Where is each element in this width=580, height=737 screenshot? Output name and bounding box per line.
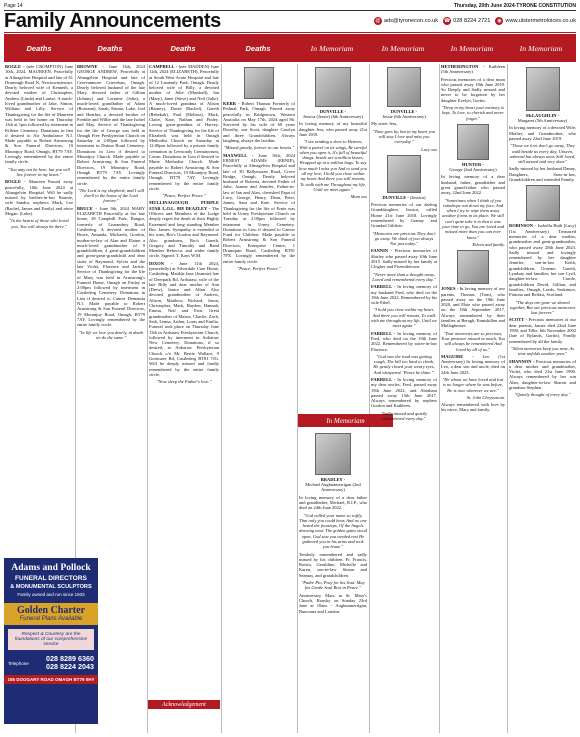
portrait-photo-kerr [244,67,274,99]
memoriam-verse: "He whom we have loved and lost is no longer where he was before, He is now wherever we are." [442,376,504,393]
in-memoriam-band: In Memoriam [298,414,393,427]
ad-tel-1[interactable]: 028 8289 6360 [46,654,94,663]
notice-maxwell: MAXWELL - June 16th, 2024 ERNEST ADAMS (ERNIE), Peacefully at Altnagelvin Hospital and late of 30 Ballymoran Road, Creve Bridge, Omagh. Dearly beloved husband of Roberta, devoted Father of Julie, Joanne and Jennifer, Father-in-law of Ian and Alan, cherished Papa of Lucy, George, Henry, Dean, Peter, James, Sam and Kate. Service of Thanksgiving for the life of Ernie was held in Urney Presbyterian Church on Tuesday at 2.00pm followed by interment in Urney Cemetery. Donations in Lieu if desired to Cancer Fund for Children. Made payable to Robert Armstrong & Son Funeral Directors, Enterprise Centre, 1 Drumquin Road, Castlederg BT81 7PX. Lovingly remembered by the entire family circle. [223,152,295,264]
memoriam-text: Sadly missed by her husband Danny, Daughters, Sons-in-law, Grandchildren and extended Family. [509,166,576,183]
column-rule [507,64,508,733]
notice-verse: "Now sleep the Father's love." [156,379,212,385]
caption-bradley: BRADLEY - Michael Aughnamerrigan (2nd Anniversary) [305,477,361,493]
memoriam-column-2 [371,64,437,733]
notice-verse: "Peace, Perfect Peace." [237,265,281,271]
masthead [4,11,576,31]
memoriam-verse: "The days are gone we shared together, But our precious memories last forever." [509,299,576,316]
deaths-header-4: Deaths [220,34,296,62]
ad-telephone-label: Telephone [8,660,29,666]
deaths-column-1 [5,64,73,555]
notice-verse: "You may not be here, but you will live forever in my heart." [8,166,70,177]
memoriam-verse: "Never more than a thought away, Loved and remembered every day." [372,271,436,282]
notice-kerr: KERR - Robert Thomas Formerly of Pedinal Park, Omagh. Passed away peacefully in Bridgetown, Western Australia on May 17th, 2024 aged 86. Survived by his wife of 60 years Dorothy, son Scott, daughter Carolyn and three Grandchildren. Always laughing, always the larrikin. [223,101,295,144]
acknowledgement-header: Acknowledgement [148,700,220,709]
notice-bruce: BRUCE - June 9th, 2024 MARY ELIZABETH Peacefully at her late home, 38 Campbill Park, Bangor, formerly of Lisnamboy Road, Castlederg. A devoted mother of Bruce, Amanda, Michaela, Gordon, mother-in-law of Alan and Elaine, a much-loved grandmother of 9 grandchildren, 4 great-grandchildren and great-great-grandchild and dear sister of Raymond, Sylvia and the late Violet, Florence and Jackie. Service of Thanksgiving for the life of Mary was held in Armstrong's Funeral Home, Omagh on Friday at 2:00pm followed by interment in Castlederg Cemetery. Donations in Lieu if desired to Cancer Dementia N.I. Made payable to Robert Armstrong & Son Funeral Directors, 19 Mountjoy Road, Omagh, BT79 7AY. Lovingly remembered by the entire family circle. [77,205,145,328]
notice-campbell: CAMPBELL - (née MADDEN) June 12th, 2024 (ELIZABETH), Peacefully at South West Acute Hospital and late of 12 Lisnemly Park, Omagh. Dearly beloved wife of Billy, a devoted mother of Julie (Marshall), Ian (Mary), Janet (Steve) and Neil (Julie). A much-loved grandma of Alison (Barney), David (Rachel), Gareth (Rebekah), Paul (Melissa), Mark, Claire, Kate, Nathan and Finley. Loving great-grandma of Harvey. Service of Thanksgiving for the life of Elizabeth was held in Omagh Methodist Church on Saturday at 12:00pm followed by a private family cremation in Leeisondy Crematorium, Cavan. Donations in Lieu if desired to Marie Methodist Church. Made payable to Robert Armstrong & Son Funeral Directors, 19 Mountjoy Road, Omagh, BT79 7AY. Lovingly remembered by the entire family circle. [149,64,219,191]
memoriam-column-4 [509,64,576,733]
notice-verse: "Missed greatly, forever in our hearts." [223,145,295,151]
ad-golden-charter: Golden Charter Funeral Plans Available [4,603,98,625]
ad-address: 155 DOOGARY ROAD OMAGH BT79 0HY [4,675,98,684]
memoriam-sign: Lucy xxx [421,146,437,152]
memoriam-bradley-verse2: "Padre Pio, Pray for his Soul. May his Gentle Soul Rest in Peace." [301,580,365,591]
memoriam-robinson: ROBINSON - Isobella Ruth (Lucy) (1st Anniversary) Treasured memories of a dear mother, grandmother and great-grandmother, who passed away 28th June 2023. Sadly missed and lovingly remembered by her daughter Jennifer, son-in-law Keith, grandchildren, Graeme, Gareth, Lyndsay and families; her son Cyril, daughter-in-law Carole, grandchildren David, Gillian, and families, Omagh, Leeds, Seskinore, Fintona and Belfast, Scotland. [509,223,576,298]
ad-tel-2[interactable]: 028 8224 2043 [46,662,94,671]
portrait-photo-dunville-3 [387,155,421,193]
memoriam-verse: "Quietly thought of every day." [514,392,571,398]
portrait-photo-hunter [457,124,489,160]
memoriam-bradley-text3: Anniversary Mass in St. Mary's Church, Rousky on Sunday 23rd June at 10am. - Aughnamerrigan, Buncrana and London. [299,592,367,614]
caption-hunter: HUNTER - George (2nd Anniversary) [449,161,497,173]
memoriam-farrell-1: FARRELL - In loving memory of my husband Fred, who died on the 19th June 2022. Remembered by his wife Ethel. [371,284,437,306]
memoriam-farrell-2: FARRELL - In loving memory of Fred, who died on the 19th June 2022. Remembered by sister-in-law Florence. [371,330,437,352]
memoriam-scott: SCOTT - Precious memories of our dear parents, James died 22nd June 1990, and Tillie, 6th November 2002 (late of Rylands, Gortin). Fondly remembered by all the family. [509,317,576,344]
notice-lodge: MULLINAGOUGH PURPLE STAR L.O.L. 888 DEAZLEY - The Officers and Members of the Lodge deeply regret the death of their Highly Esteemed and long standing Member Bro. James. Sympathy is extended to his sons, Bro's Gordon and Raymond. Also grandsons, Bro's Gareth, Gregory and Timothy and Band Member Rebecca, and wider family circle. Signed: T. Kays W.M. [149,200,219,259]
memoriam-verse: "Sometimes when I think of you raindrops run down my face, And when I try to wipe them away another forms in its place. We still can't quite take it in that it was your time to go, You are loved and missed more than you can ever know." [442,197,504,240]
column-rule [297,64,298,733]
memoriam-verse: "Time goes by, but in my heart you will stay I love and miss you everyday." [372,128,436,145]
memoriam-verse: "Your memories are so precious, Your presence missed so much, You will always be remembered And loved by all of us." [441,330,505,352]
memoriam-sign: St. John Chrysostom. [466,394,505,400]
memoriam-text: Precious memories of our darling Granddaughter, Jessica, called Home 21st June 2018. Lovingly remembered by Granny and Grandad Gildivie. [371,202,437,229]
notice-verse: "In the hearts of those who loved you, You will always be there." [9,218,69,229]
in-memoriam-header-2: In Memoriam [368,34,438,62]
memoriam-text: In loving memory of a dear husband, father, grandfather and great grand-father who passed away, 22nd June 2022. [441,174,505,196]
deaths-header-3: Deaths [146,34,220,62]
notice-verse: "Peace, Perfect Peace." [162,193,206,199]
deaths-header-1: Deaths [4,34,74,62]
portrait-photo-mclaughlin [526,67,560,111]
email-contact[interactable]: @ ads@tyronecon.co.uk [375,18,439,24]
ad-line-1: FUNERAL DIRECTORS [15,575,87,582]
portrait-photo-jones [457,250,489,284]
ad-line-3: Family owned and run since 1933 [17,592,85,597]
memoriam-maguire: MAGUIRE - Leo (1st Anniversary) In loving memory of Leo, a dear son and uncle, died on 24th June 2023. [441,353,505,375]
contact-strip [374,17,576,25]
notice-bogle: BOGLE - (née CROMPTON) June 10th, 2024. MAUREEN, Peacefully at Altnagelvin Hospital and late of 61 Drumragh Road N, Newtownstewart. Dearly beloved wife of Kenneth, a devoted mother of Christopher, Andrew (Linda) and Louise. A much-loved grandmother of Jake, Simon, William and Lilly. Service of Thanksgiving for the life of Maureen was held in her home on Thursday 13th at 1pm followed by interment in Killeter Cemetery. Donations in lieu if desired to Air Ambulance N.I. Made payable to Robert Armstrong & Son Funeral Directors, 19 Mountjoy Road, Omagh, BT79 7AY. Lovingly remembered by the entire family circle. [5,64,73,165]
phone-icon: ☎ [443,18,451,24]
in-memoriam-header-4: In Memoriam [506,34,576,62]
memoriam-bradley-text2: Tenderly remembered and sadly missed by his children, Fr. Francis, Roisin, Geraldine, Michelle and Karen, son-in-law Simon and Seamus, and grandchildren. [299,551,367,578]
memoriam-dunville-text: In loving memory of my beautiful daughter Jess, who passed away 21st June 2018. [299,121,367,137]
memoriam-verse: "Sadly missed and quietly remembered every day." [380,410,428,422]
memoriam-text: Always remembered with love by his niece, Mary and family. [441,402,505,413]
phone-contact[interactable]: ☎ 028 8224 2721 [443,18,491,24]
ad-respect-box: Respect & Courtesy are the foundations of our comprehensive service [8,629,94,650]
in-memoriam-header-1: In Memoriam [296,34,368,62]
memoriam-bradley-text: In loving memory of a dear father and grandfather, Michael, R.I.P., who died on 24th June 2022. [299,494,367,511]
memoriam-jones: JONES - In loving memory of our parents, Thomas (Tom), who passed away on the 19th June 2020, and Elsie who passed away on the 18th September 2017. Always remembered by their families at Beragh, Enniskillen and Mullaghmore. [441,286,505,329]
memoriam-shannon: SHANNON - Precious memories of a dear mother and grandmother, Violet, who died 21st June 1990. Always remembered by her son Alan, daughter-in-law Sharon and grandson Stephen. [509,358,576,390]
deaths-column-4 [223,64,295,733]
memoriam-sign: Eileen and family. [472,241,505,247]
memoriam-text: In loving memory of a devoted Wife, Mother, and Grandmother, who passed away 22nd June 2019. [509,125,576,141]
deaths-column-3 [149,64,219,697]
portrait-photo-bradley [315,433,351,475]
ad-line-2: & MONUMENTAL SCULPTORS [10,584,92,590]
ad-company-name: Adams and Pollock [11,562,91,573]
notice-browne: BROWNE - June 13th, 2024 GEORGE ANDREW, Peacefully at Altnagelvin Hospital and late of Creevanmore Crieveban, Omagh. Dearly beloved husband of the late Mary, devoted father of Gillian (Johnny) and Lorraine (John), a much-loved grandfather of Adam (Roseann), Sarah, Emma, Luke, Joel and Heather, a devoted brother of Freddie and Willie and the late Isobel and May. Service of Thanksgiving for the life of George was held in Omagh Free Presbyterian Church on Saturday at 2:00pm followed by interment in Dutton Road Cemetery. Donations in Lieu if desired to Mountjoy Church. Made payable to Robert Armstrong & Son Funeral Directors, 19 Mountjoy Road, Omagh BT79 7AY. Lovingly remembered by the entire family circle. [77,64,145,186]
portrait-photo-dunville [315,67,351,107]
issue-date: Thursday, 20th June 2024-TYRONE CONSTITUTION [453,3,576,9]
portrait-photo-dunville-2 [387,67,421,107]
memoriam-dunville-verse: "I sex sending a dove to Heaven, With a parcel on its wings, Be careful when you open it, It's full of beautiful things. Inside are a million kisses, Wrapped up in a million hugs, To say how much I miss you And to send you all my love, I hold you close within my heart And there you will remain, To walk with me Throughout my life, Until we meet again." [299,139,367,192]
deaths-column-2 [77,64,145,733]
web-contact[interactable]: ◉ www.ulstermetroloices.co.uk [497,18,576,24]
in-memoriam-header-3: In Memoriam [438,34,506,62]
memoriam-fannin: FANNIN - Precious memories of Shirley who passed away 10th June 2015. Sadly missed by her family at Clogher and Fivemiletown. [371,248,437,270]
memoriam-dunville-sign: Mum xxx [350,194,367,200]
portrait-photo-robinson [526,185,560,221]
caption-dunville-2: DUNVILLE - Jessie (6th Anniversary) [382,109,426,120]
notice-verse: "In life we love you dearly, in death we do the same." [78,329,144,340]
memoriam-text: Precious memories of a dear mum who passed away 18th June 2019. So Deeply and Sadly missed and never to be forgotten by her daughter Evelyn, Gortin. [441,76,505,103]
notice-bogle-2: BOGLE - Maureen Passed away peacefully, 10th June 2024 at Altnagelvin Hospital. Will be sadly missed by brother-in-law Ronnie, wife Sandra, nephews Mark, Lee (Rachel, James and Emily) and niece Megan. (Luke). [5,179,73,217]
column-rule [439,64,440,733]
deaths-header-2: Deaths [74,34,146,62]
memoriam-verse: "Deep in my heart your memory is kept, To love, to cherish and never forget." [441,105,505,121]
column-rule [221,64,222,733]
masthead-rule [4,32,576,33]
caption-dunville: DUNVILLE - Jessica (Jessie) (6th Anniversary) [302,109,364,120]
memoriam-verse: "Those we love don't go away, They walk beside us every day, Unseen, unheard but always near, Still loved, still missed and very dear." [509,143,576,165]
memoriam-verse: "Memories are precious They don't go away. We think of you always Not just today." [372,230,436,247]
email-icon: @ [375,18,381,24]
memoriam-column-3 [441,64,505,733]
page-title: Family Announcements [4,9,221,32]
memoriam-text: My sister Jess, [371,121,398,127]
memoriam-verse: "God saw the road was getting rough, The hill too hard to climb, He gently closed your weary eyes, And whispered, 'Peace be thine.'" [373,353,435,375]
caption-mclaughlin: McLAUGHLIN - Margaret (5th Anniversary) [517,113,568,124]
memoriam-farrell-3: FARRELL - In loving memory of my dear uncles, Fred, passed away 19th June 2022, and Abraham passed away 15th June 2017. Always remembered by nephew Gordon and Kathleen. [371,377,437,409]
column-rule [369,64,370,733]
memoriam-verse: "I hold you close within my heart, And there you will remain, To walk with me throughout my life, Until we meet again." [371,307,437,329]
notice-verse: "The Lord is my shepherd; and I will dwell in the house of the Lord forever." [77,187,145,204]
notice-dixon: DIXON - June 11th 2024, (peacefully) at Silverdale Care Home, Castlederg. Matilda Jane (Jeannie) late of Deerpark Rd, Ardstraw, wife of the late Billy and dear mother of Ann (Drew), Janice and Allan. Also devoted grandmother of Andrew, Alison, Matthew, Richard, Jason, Christopher, Mark, Hayden, Hannah, Emma, Neil and Erin. Great grandmother of Maisie, Charlie, Zach, Seth, Lenna, Arthur, Louis and Emilia. Funeral took place on Thursday June 13th in Ardstraw Presbyterian Church, followed by interment in Ardstraw New Cemetery. Donations, if so desired, to Ardstraw Presbyterian Church c/o Mr. Bertie Wallace, 9 Gortmore Rd, Castlederg BT81 7JG. Will be deeply missed and fondly remembered by the entire family circle. [149,260,219,377]
column-rule [147,64,148,733]
page-number: Page 14 [4,3,23,9]
memoriam-verse: "Silent memories keep you near, As time unfolds another year." [510,345,575,357]
memoriam-bradley [299,430,367,733]
memoriam-bradley-verse: "God called your name so softly, That only you could hear, And no one heard the footsteps, Of the Angels drawing near. The golden gates stood open, God saw you needed rest He gathered you in his arms and took you home." [299,512,367,550]
web-icon: ◉ [497,18,502,24]
caption-dunville-3: DUNVILLE - (Jessica) [382,194,426,200]
memoriam-hetherington: HETHERINGTON - Kathleen (5th Anniversary) [441,64,505,75]
